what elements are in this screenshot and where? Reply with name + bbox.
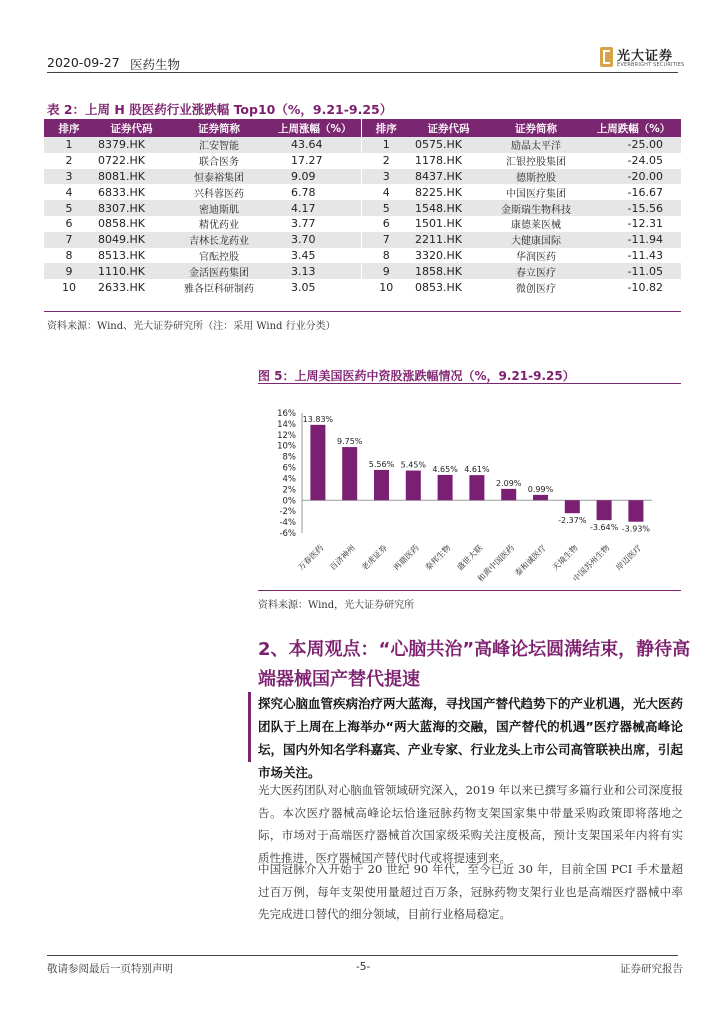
cell-name-2: 春立医疗 bbox=[486, 263, 586, 279]
cell-up: 6.78 bbox=[291, 185, 316, 199]
data-label: 2.09% bbox=[495, 478, 522, 488]
cell-name: 联合医务 bbox=[199, 157, 239, 169]
cell-name-2: 大健康国际 bbox=[486, 232, 586, 248]
cell-rank-2: 6 bbox=[361, 216, 411, 232]
cell-up: 3.77 bbox=[291, 217, 316, 231]
category-label: 老虎证券 bbox=[359, 543, 389, 573]
header-divider bbox=[47, 72, 678, 73]
bar bbox=[501, 489, 516, 500]
y-tick-label: 4% bbox=[282, 474, 296, 485]
category-label: 岸迈医疗 bbox=[614, 543, 644, 573]
logo-subtext: EVERBRIGHT SECURITIES bbox=[617, 62, 685, 68]
cell-name-2: 金斯瑞生物科技 bbox=[486, 200, 586, 216]
cell-name-2: 微创医疗 bbox=[516, 283, 556, 295]
bar bbox=[342, 447, 357, 500]
y-tick-label: 12% bbox=[277, 430, 296, 441]
cell-code-2: 1501.HK bbox=[415, 217, 462, 231]
data-label: 5.56% bbox=[368, 459, 395, 469]
cell-name-2: 德斯控股 bbox=[486, 169, 586, 185]
cell-code-2: 8225.HK bbox=[415, 185, 462, 199]
table-row bbox=[44, 169, 681, 185]
cell-rank: 4 bbox=[65, 185, 73, 199]
cell-down: -12.31 bbox=[627, 217, 663, 231]
cell-rank-2: 9 bbox=[361, 263, 411, 279]
category-label: 中国苏州生物 bbox=[571, 543, 612, 584]
cell-rank: 3 bbox=[44, 169, 94, 185]
table-row bbox=[44, 263, 681, 279]
data-label: -3.64% bbox=[589, 523, 619, 533]
cell-code: 8081.HK bbox=[94, 169, 169, 185]
us-china-pharma-bar-chart bbox=[258, 395, 678, 588]
category-label: 和黄中国医药 bbox=[475, 543, 517, 584]
cell-up: 3.70 bbox=[269, 232, 361, 248]
y-tick-label: 8% bbox=[282, 452, 296, 463]
cell-rank: 7 bbox=[44, 232, 94, 248]
cell-rank: 2 bbox=[65, 154, 73, 168]
page-number: -5- bbox=[356, 961, 371, 973]
col-down: 上周跌幅（%） bbox=[586, 119, 681, 137]
cell-rank-2: 2 bbox=[361, 153, 411, 169]
cell-down: -10.82 bbox=[627, 280, 663, 294]
cell-code: 2633.HK bbox=[98, 280, 145, 294]
cell-code-2: 2211.HK bbox=[411, 232, 486, 248]
cell-name: 金活医药集团 bbox=[169, 263, 269, 279]
y-tick-label: -2% bbox=[279, 507, 296, 518]
y-tick-label: 14% bbox=[277, 419, 296, 430]
highlight-paragraph: 探究心脑血管疾病治疗两大蓝海，寻找国产替代趋势下的产业机遇，光大医药团队于上周在上海举办“两大蓝海的交融，国产替代的机遇”医疗器械高峰论坛，国内外知名学科嘉宾、产业专家、行业龙头上市公司高管联袂出席，引起市场关注。 bbox=[258, 696, 684, 780]
category-label: 万春医药 bbox=[296, 543, 326, 573]
cell-down: -15.56 bbox=[586, 200, 681, 216]
cell-rank: 1 bbox=[44, 137, 94, 153]
cell-code-2: 3320.HK bbox=[415, 248, 462, 262]
cell-code-2: 8437.HK bbox=[411, 169, 486, 185]
cell-code: 6833.HK bbox=[98, 185, 145, 199]
cell-name-2: 励晶太平洋 bbox=[486, 137, 586, 153]
cell-up: 3.13 bbox=[269, 263, 361, 279]
bar bbox=[374, 470, 389, 500]
category-label: 天境生物 bbox=[550, 543, 580, 573]
data-label: -3.93% bbox=[621, 524, 651, 534]
cell-up: 9.09 bbox=[269, 169, 361, 185]
cell-name: 恒泰裕集团 bbox=[169, 169, 269, 185]
col-name: 证券简称 bbox=[169, 119, 269, 137]
bar bbox=[597, 500, 612, 520]
figure-source: 资料来源：Wind，光大证券研究所 bbox=[258, 600, 415, 611]
table-bottom-rule bbox=[44, 311, 681, 312]
table-row bbox=[44, 200, 681, 216]
table-row bbox=[44, 232, 681, 248]
cell-code-2: 0853.HK bbox=[415, 280, 462, 294]
table-row bbox=[44, 279, 681, 295]
col-up: 上周涨幅（%） bbox=[269, 119, 361, 137]
cell-code-2: 1548.HK bbox=[411, 200, 486, 216]
cell-down: -20.00 bbox=[586, 169, 681, 185]
bar bbox=[469, 475, 484, 500]
cell-code-2: 1858.HK bbox=[411, 263, 486, 279]
table-row bbox=[44, 216, 681, 232]
cell-name-2: 华润医药 bbox=[516, 251, 556, 263]
cell-down: -25.00 bbox=[586, 137, 681, 153]
cell-code: 1110.HK bbox=[94, 263, 169, 279]
cell-rank: 9 bbox=[44, 263, 94, 279]
table-source: 资料来源：Wind、光大证券研究所（注：采用 Wind 行业分类） bbox=[47, 321, 336, 332]
data-label: 4.65% bbox=[432, 464, 458, 474]
y-tick-label: 6% bbox=[282, 463, 296, 474]
cell-rank-2: 4 bbox=[361, 184, 411, 200]
figure-title: 图 5：上周美国医药中资股涨跌幅情况（%，9.21-9.25） bbox=[258, 369, 575, 383]
category-label: 再鼎医药 bbox=[391, 543, 421, 573]
col-name-2: 证券简称 bbox=[486, 119, 586, 137]
footer-report-type: 证券研究报告 bbox=[620, 963, 683, 975]
cell-name: 官酝控股 bbox=[199, 251, 239, 263]
cell-down: -24.05 bbox=[627, 154, 663, 168]
body-paragraph-1: 光大医药团队对心脑血管领域研究深入，2019 年以来已撰写多篇行业和公司深度报告。本次医疗器械高峰论坛恰逢冠脉药物支架国家集中带量采购政策即将落地之际，市场对于高端医疗器械首次国家级采购关注度极高，预计支架国采年内将有实质性推进，医疗器械国产替代时代或将提速到来。 bbox=[258, 783, 683, 865]
cell-code-2: 0575.HK bbox=[411, 137, 486, 153]
cell-code: 8513.HK bbox=[98, 248, 145, 262]
cell-name: 兴科蓉医药 bbox=[194, 188, 244, 200]
cell-up: 43.64 bbox=[269, 137, 361, 153]
figure-bottom-rule bbox=[258, 590, 681, 591]
bar bbox=[565, 500, 580, 513]
cell-code: 8379.HK bbox=[94, 137, 169, 153]
cell-code: 8049.HK bbox=[94, 232, 169, 248]
cell-rank: 10 bbox=[62, 280, 76, 294]
cell-down: -16.67 bbox=[627, 185, 663, 199]
data-label: -2.37% bbox=[558, 516, 587, 526]
figure-top-rule bbox=[258, 383, 681, 384]
data-label: 4.61% bbox=[464, 465, 490, 475]
logo-text: 光大证券 bbox=[617, 49, 674, 64]
cell-up: 3.05 bbox=[291, 280, 316, 294]
col-rank: 排序 bbox=[44, 119, 94, 137]
bar bbox=[628, 500, 643, 521]
y-tick-label: 0% bbox=[282, 496, 296, 507]
cell-down: -11.05 bbox=[586, 263, 681, 279]
logo-mark-icon bbox=[600, 47, 613, 67]
category-label: 泰和诚医疗 bbox=[513, 543, 548, 578]
cell-rank-2: 10 bbox=[361, 279, 411, 295]
table-row bbox=[44, 184, 681, 200]
cell-code: 8307.HK bbox=[94, 200, 169, 216]
data-label: 5.45% bbox=[400, 460, 427, 470]
cell-name-2: 中国医疗集团 bbox=[506, 188, 566, 200]
body-paragraph-2: 中国冠脉介入开始于 20 世纪 90 年代，至今已近 30 年，目前全国 PCI 手术量超过百万例，每年支架使用量超过百万条，冠脉药物支架行业也是高端医疗器械中率先完成进口替代的细分领域，目前行业格局稳定。 bbox=[258, 862, 683, 921]
col-code-2: 证券代码 bbox=[411, 119, 486, 137]
cell-rank: 8 bbox=[65, 248, 73, 262]
y-tick-label: -6% bbox=[279, 529, 296, 539]
category-label: 泰邦生物 bbox=[423, 543, 453, 573]
highlight-bar bbox=[248, 692, 251, 762]
table-title: 表 2：上周 H 股医药行业涨跌幅 Top10（%，9.21-9.25） bbox=[47, 102, 393, 117]
data-label: 0.99% bbox=[527, 484, 554, 494]
data-label: 13.83% bbox=[302, 414, 334, 424]
y-tick-label: 10% bbox=[277, 441, 296, 452]
category-label: 盛世大联 bbox=[455, 543, 485, 573]
cell-rank: 5 bbox=[44, 200, 94, 216]
cell-rank: 6 bbox=[65, 217, 73, 231]
cell-code: 0858.HK bbox=[98, 217, 145, 231]
cell-rank-2: 8 bbox=[361, 248, 411, 264]
report-sector: 医药生物 bbox=[130, 57, 181, 72]
cell-code-2: 1178.HK bbox=[415, 154, 462, 168]
category-label: 百济神州 bbox=[328, 543, 358, 573]
cell-name: 吉林长龙药业 bbox=[169, 232, 269, 248]
cell-name: 雅各臣科研制药 bbox=[184, 283, 254, 295]
footer-divider bbox=[47, 955, 678, 956]
table-row bbox=[44, 153, 681, 169]
cell-down: -11.94 bbox=[586, 232, 681, 248]
cell-rank-2: 5 bbox=[361, 200, 411, 216]
y-tick-label: -4% bbox=[279, 518, 296, 529]
table-row bbox=[44, 137, 681, 153]
y-tick-label: 2% bbox=[282, 485, 296, 496]
bar bbox=[406, 471, 421, 501]
table-row bbox=[44, 248, 681, 264]
cell-name: 汇安智能 bbox=[169, 137, 269, 153]
bar bbox=[438, 475, 453, 500]
hk-top10-table bbox=[44, 119, 681, 295]
cell-name-2: 汇银控股集团 bbox=[506, 157, 566, 169]
footer-disclaimer: 敬请参阅最后一页特别声明 bbox=[47, 963, 173, 975]
cell-up: 17.27 bbox=[291, 154, 323, 168]
cell-rank-2: 7 bbox=[361, 232, 411, 248]
cell-rank-2: 1 bbox=[361, 137, 411, 153]
cell-up: 3.45 bbox=[291, 248, 316, 262]
section-title: 2、本周观点：“心脑共治”高峰论坛圆满结束，静待高端器械国产替代提速 bbox=[258, 639, 691, 690]
cell-rank-2: 3 bbox=[361, 169, 411, 185]
bar bbox=[533, 495, 548, 500]
table-header-row bbox=[44, 119, 681, 137]
col-code: 证券代码 bbox=[94, 119, 169, 137]
cell-code: 0722.HK bbox=[98, 154, 145, 168]
y-tick-label: 16% bbox=[277, 409, 296, 419]
report-date: 2020-09-27 bbox=[47, 55, 120, 70]
cell-name-2: 康德莱医械 bbox=[511, 220, 561, 232]
col-rank-2: 排序 bbox=[361, 119, 411, 137]
cell-name: 密迪斯肌 bbox=[169, 200, 269, 216]
company-logo bbox=[600, 46, 685, 70]
cell-name: 精优药业 bbox=[199, 220, 239, 232]
bar bbox=[310, 425, 325, 500]
data-label: 9.75% bbox=[336, 437, 363, 447]
cell-up: 4.17 bbox=[269, 200, 361, 216]
cell-down: -11.43 bbox=[627, 248, 663, 262]
